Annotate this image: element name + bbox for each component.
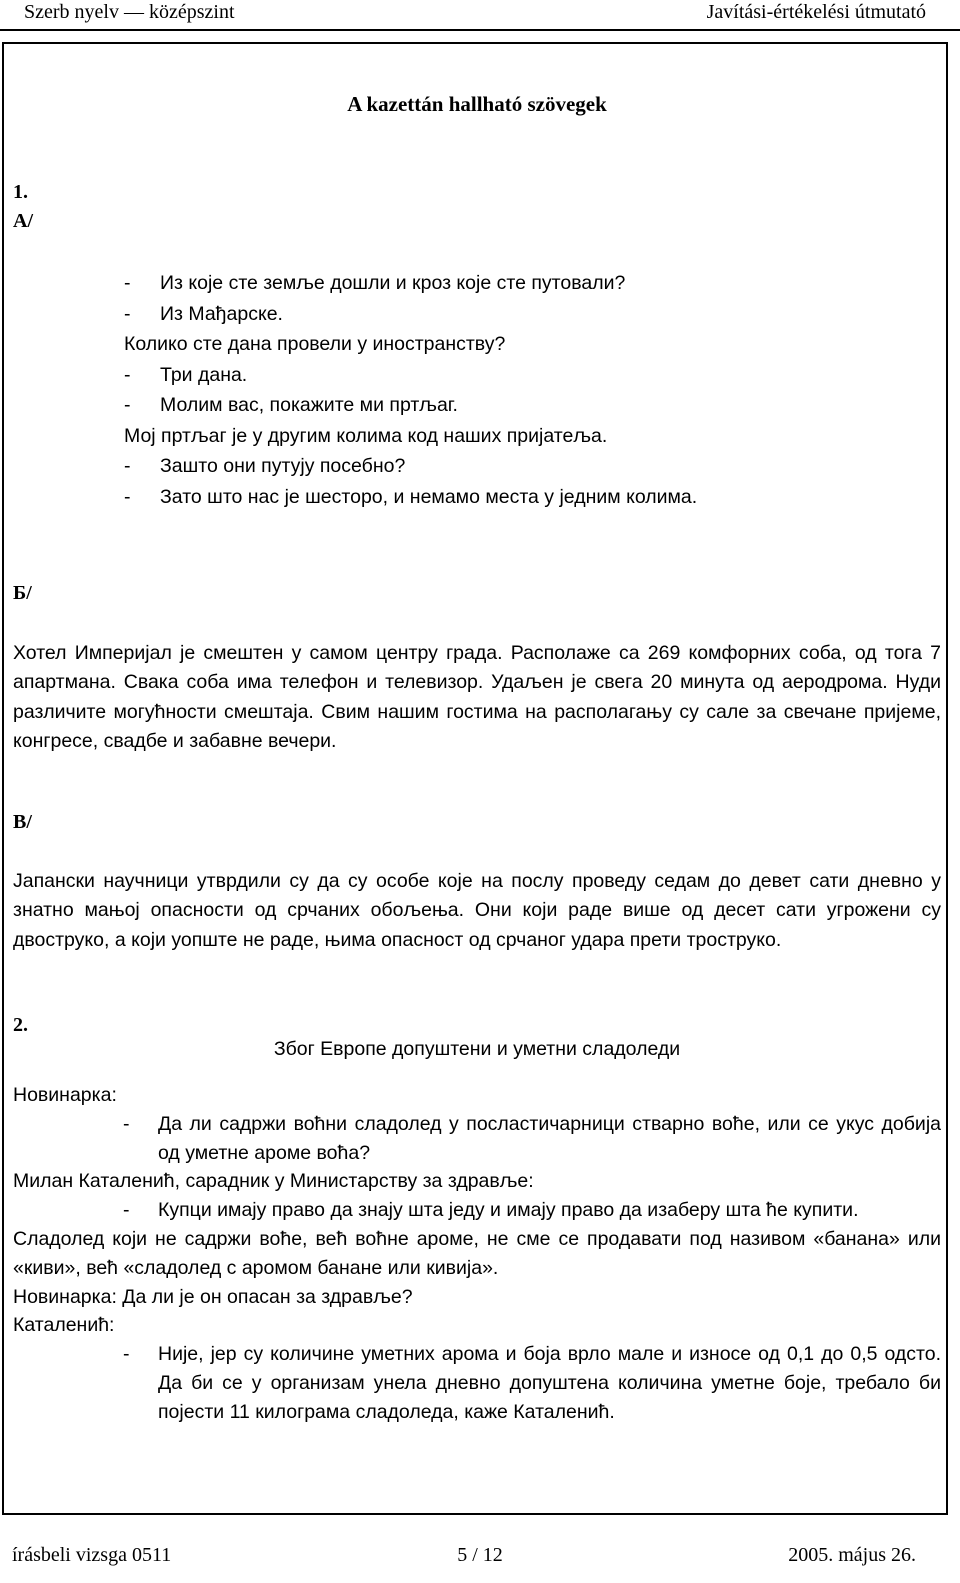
- dash-marker: -: [123, 1199, 130, 1222]
- interview-answer: [13, 1196, 941, 1225]
- dialogue-text: Из Мађарске.: [160, 302, 283, 325]
- speaker-label: Милан Каталенић, сарадник у Министарству за здравље:: [13, 1170, 534, 1193]
- question-text: Да ли садржи воћни сладолед у посластичарници стварно воће, или се укус добија од уметне ароме воћа?: [158, 1112, 941, 1164]
- dash-marker: -: [123, 1343, 130, 1366]
- header-doc-type: Javítási-értékelési útmutató: [706, 1, 926, 23]
- dash-marker: -: [124, 455, 131, 477]
- dash-marker: -: [124, 272, 131, 294]
- header-subject: Szerb nyelv — középszint: [24, 1, 235, 23]
- dash-marker: -: [124, 302, 131, 325]
- answer-paragraph: Сладолед који не садржи воће, већ воћне ароме, не сме се продавати под називом «банана» или «киви», већ «сладолед с аромом банане или кивија».: [13, 1227, 941, 1279]
- page-title: A kazettán hallható szövegek: [347, 92, 607, 116]
- japan-paragraph: Јапански научници утврдили су да су особе које на послу проведу седам до девет сати дневно у знатно мањој опасности од срчаних обољења. Они који раде више од десет сати угрожени су двоструко, а који уопште не раде, њима опасност од срчаног удара прети троструко.: [13, 870, 941, 951]
- footer-date: 2005. május 26.: [788, 1544, 916, 1566]
- section-1v-label: В/: [13, 811, 32, 833]
- section-2-number: 2.: [13, 1014, 28, 1036]
- speaker-label: Новинарка:: [13, 1084, 117, 1106]
- dialogue-text: Из које сте земље дошли и кроз које сте путовали?: [160, 272, 626, 294]
- speaker-label: Каталенић:: [13, 1314, 115, 1337]
- dialogue-text: Зашто они путују посебно?: [160, 455, 406, 477]
- answer-text: Није, јер су количине уметних арома и боја врло мале и износе од 0,1 до 0,5 одсто. Да би се у организам унела дневно допуштена количина уметне боје, требало би појести 11 килограма сладоледа, каже Каталенић.: [158, 1343, 941, 1423]
- footer-page-number: 5 / 12: [457, 1544, 503, 1566]
- page-header: [0, 0, 960, 28]
- dialogue-text: Три дана.: [160, 363, 248, 386]
- page-footer: [0, 1538, 960, 1568]
- section-1b-label: Б/: [13, 582, 32, 604]
- dash-marker: -: [124, 363, 131, 386]
- answer-text: Купци имају право да знају шта једу и имају право да изаберу шта ће купити.: [158, 1199, 859, 1222]
- dash-marker: -: [123, 1112, 130, 1135]
- dash-marker: -: [124, 485, 131, 508]
- footer-exam-code: írásbeli vizsga 0511: [12, 1544, 172, 1566]
- dialogue-text: Молим вас, покажите ми пртљаг.: [160, 394, 458, 416]
- hotel-paragraph: Хотел Империјал је смештен у самом центру града. Располаже са 269 комфорних соба, од тога 7 апартмана. Свака соба има телефон и телевизор. Удаљен је свега 20 минута од аеродрома. Нуди различите могућности смештаја. Свим нашим гостима на располагању су сале за свечане пријеме, конгресе, свадбе и забавне вечери.: [13, 642, 941, 752]
- interview-question: [13, 1110, 941, 1168]
- section-1a-label: А/: [13, 210, 33, 232]
- article-title: Због Европе допуштени и уметни сладоледи: [273, 1038, 681, 1060]
- interview-answer: [13, 1340, 941, 1426]
- interview-block: [13, 1081, 941, 1427]
- header-rule: [0, 29, 960, 31]
- section-1-number: 1.: [13, 181, 28, 203]
- dialogue-text: Колико сте дана провели у иностранству?: [124, 333, 506, 355]
- content-frame: [2, 42, 948, 1515]
- dash-marker: -: [124, 394, 131, 416]
- dialogue-text: Зато што нас је шесторо, и немамо места у једним колима.: [160, 485, 698, 508]
- interview-question-2: Новинарка: Да ли је он опасан за здравље?: [13, 1285, 413, 1308]
- dialogue-text: Мој пртљаг је у другим колима код наших пријатеља.: [124, 424, 608, 447]
